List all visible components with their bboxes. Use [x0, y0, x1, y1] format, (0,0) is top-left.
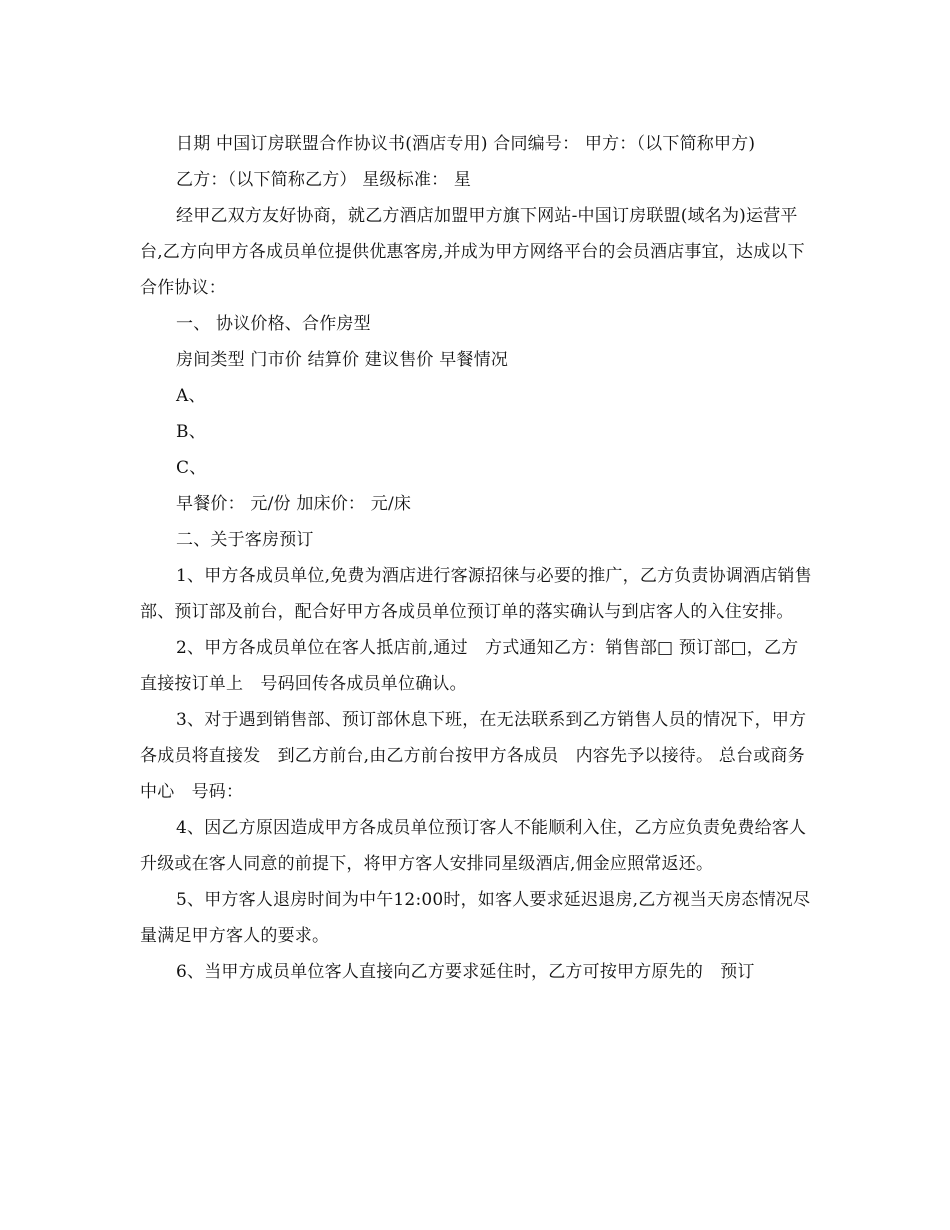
clause-3: 3、对于遇到销售部、预订部休息下班，在无法联系到乙方销售人员的情况下，甲方各成员将直接发 到乙方前台,由乙方前台按甲方各成员 内容先予以接待。 总台或商务中心 号码：: [140, 710, 807, 802]
paragraph-intro: 经甲乙双方友好协商，就乙方酒店加盟甲方旗下网站-中国订房联盟(域名为)运营平台,乙方向甲方各成员单位提供优惠客房,并成为甲方网络平台的会员酒店事宜，达成以下合作协议：: [140, 206, 805, 298]
room-table-header: 房间类型 门市价 结算价 建议售价 早餐情况: [176, 350, 509, 370]
paragraph-party-b: 乙方：（以下简称乙方） 星级标准： 星: [176, 170, 472, 190]
section-heading-1: 一、 协议价格、合作房型: [176, 314, 371, 334]
room-row-c: C、: [176, 458, 207, 478]
paragraph-header: 日期 中国订房联盟合作协议书(酒店专用) 合同编号： 甲方：（以下简称甲方): [176, 134, 756, 154]
room-row-b: B、: [176, 422, 206, 442]
clause-1: 1、甲方各成员单位,免费为酒店进行客源招徕与必要的推广，乙方负责协调酒店销售部、预订部及前台，配合好甲方各成员单位预订单的落实确认与到店客人的入住安排。: [140, 566, 812, 622]
room-row-a: A、: [176, 386, 206, 406]
clause-6: 6、当甲方成员单位客人直接向乙方要求延住时，乙方可按甲方原先的 预订: [176, 962, 755, 982]
section-heading-2: 二、关于客房预订: [176, 530, 314, 550]
clause-5: 5、甲方客人退房时间为中午12:00时，如客人要求延迟退房,乙方视当天房态情况尽量满足甲方客人的要求。: [140, 890, 811, 946]
document-body: [140, 126, 815, 990]
clause-4: 4、因乙方原因造成甲方各成员单位预订客人不能顺利入住，乙方应负责免费给客人升级或在客人同意的前提下，将甲方客人安排同星级酒店,佣金应照常返还。: [140, 818, 807, 874]
paragraph-breakfast-price: 早餐价： 元/份 加床价： 元/床: [176, 494, 412, 514]
clause-2: 2、甲方各成员单位在客人抵店前,通过 方式通知乙方：销售部□ 预订部□，乙方直接按订单上 号码回传各成员单位确认。: [140, 638, 799, 694]
